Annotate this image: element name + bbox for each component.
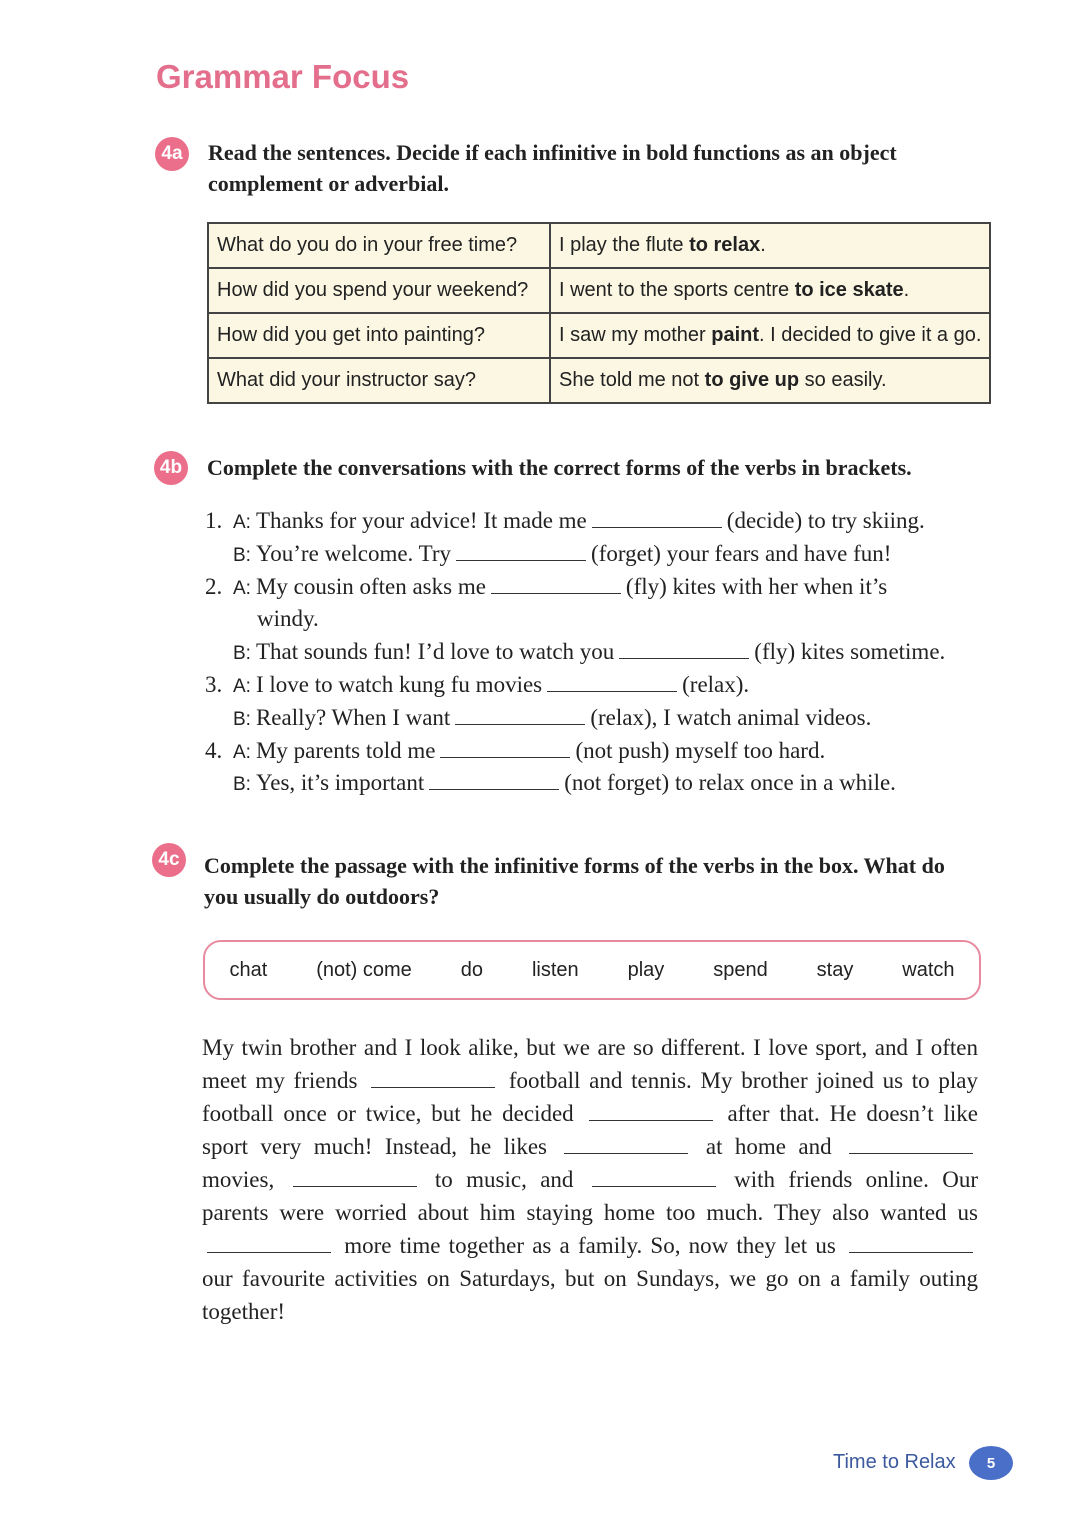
conversation-line — [205, 538, 945, 571]
line-text: You’re welcome. Try — [255, 540, 452, 566]
passage-text: football and tennis. My brother joined us to play football once or twice, but he decided — [202, 1068, 978, 1126]
answer-blank[interactable] — [592, 507, 722, 528]
answer-blank[interactable] — [849, 1232, 973, 1253]
line-text: My parents told me — [255, 737, 436, 763]
passage-text: at home and — [705, 1134, 832, 1159]
conversation-line — [205, 735, 945, 768]
conversation-line — [205, 636, 945, 669]
passage-text: with friends online. Our parents were worried about him staying home too much. They also wanted us — [202, 1167, 978, 1225]
conversation-line — [205, 669, 945, 702]
conversation-line — [205, 702, 945, 735]
speaker-label: B: — [233, 708, 251, 730]
word-option: do — [460, 958, 483, 981]
answer-blank[interactable] — [491, 573, 621, 594]
conversation-line — [205, 767, 945, 800]
line-text: Yes, it’s important — [255, 770, 425, 796]
line-text: (fly) kites with her when it’s — [625, 573, 888, 599]
speaker-label: A: — [233, 675, 251, 697]
line-text: That sounds fun! I’d love to watch you — [255, 639, 615, 665]
item-number: 1. — [205, 508, 223, 533]
conversation-line — [205, 571, 945, 604]
item-number: 2. — [205, 573, 223, 599]
line-text: (fly) kites sometime. — [754, 639, 946, 665]
answer-text: so easily. — [799, 369, 887, 391]
question-cell: What do you do in your free time? — [208, 223, 550, 268]
answer-text: I play the flute — [559, 234, 690, 256]
word-option: chat — [229, 958, 268, 981]
answer-blank[interactable] — [592, 1166, 716, 1187]
answer-text: I saw my mother — [559, 324, 712, 346]
answer-cell — [550, 268, 990, 313]
word-option: spend — [713, 958, 768, 981]
bold-infinitive: to give up — [704, 369, 800, 391]
passage-text: more time together as a family. So, now they let us — [344, 1233, 836, 1258]
conversation-line — [205, 505, 945, 538]
line-text: (not forget) to relax once in a while. — [564, 770, 896, 796]
line-text: Really? When I want — [255, 704, 451, 730]
exercise-4a-instruction: Read the sentences. Decide if each infinitive in bold functions as an object complement or adverbial. — [208, 140, 897, 196]
line-text: (forget) your fears and have fun! — [591, 540, 892, 566]
bold-infinitive: to ice skate — [794, 279, 904, 301]
line-text: (relax), I watch animal videos. — [590, 704, 872, 730]
answer-text: . — [760, 234, 766, 256]
exercise-4b-instruction: Complete the conversations with the correct forms of the verbs in brackets. — [207, 455, 912, 480]
answer-blank[interactable] — [429, 769, 559, 790]
passage-text: to music, and — [434, 1167, 574, 1192]
section-title: Grammar Focus — [156, 58, 410, 95]
answer-cell — [550, 313, 990, 358]
answer-cell — [550, 358, 990, 403]
exercise-badge-4b: 4b — [154, 451, 188, 485]
question-cell: How did you spend your weekend? — [208, 268, 550, 313]
question-cell: What did your instructor say? — [208, 358, 550, 403]
answer-text: . — [903, 279, 910, 301]
word-option: play — [627, 958, 665, 981]
answer-text: She told me not — [559, 369, 705, 391]
item-number: 4. — [205, 737, 223, 763]
question-cell: How did you get into painting? — [208, 313, 550, 358]
sentence-table — [207, 222, 991, 404]
table-row — [208, 223, 990, 268]
conversation-line — [205, 603, 945, 636]
answer-blank[interactable] — [849, 1133, 973, 1154]
line-text: Thanks for your advice! It made me — [255, 508, 587, 533]
answer-blank[interactable] — [619, 638, 749, 659]
word-option: (not) come — [316, 958, 412, 981]
passage-text: our favourite activities on Saturdays, but on Sundays, we go on a family outing together! — [202, 1266, 978, 1324]
exercise-badge-4a: 4a — [155, 137, 189, 171]
speaker-label: A: — [233, 512, 251, 533]
word-box — [203, 940, 981, 1000]
answer-blank[interactable] — [547, 671, 677, 692]
answer-blank[interactable] — [293, 1166, 417, 1187]
passage-text: My twin brother and I look alike, but we are so different. I love sport, and I often meet my friends — [202, 1035, 978, 1093]
line-text: (decide) to try skiing. — [726, 508, 925, 533]
table-row — [208, 313, 990, 358]
line-text: My cousin often asks me — [255, 573, 486, 599]
answer-blank[interactable] — [207, 1232, 331, 1253]
answer-cell — [550, 223, 990, 268]
word-option: listen — [531, 958, 579, 981]
answer-blank[interactable] — [564, 1133, 688, 1154]
table-row — [208, 358, 990, 403]
speaker-label: B: — [233, 544, 251, 566]
passage — [202, 1031, 978, 1328]
exercise-4c-instruction: Complete the passage with the infinitive forms of the verbs in the box. What do you usually do outdoors? — [204, 853, 945, 909]
passage-text: movies, — [202, 1167, 275, 1192]
answer-blank[interactable] — [371, 1067, 495, 1088]
line-text: (not push) myself too hard. — [575, 737, 826, 763]
line-text: (relax). — [682, 671, 750, 697]
bold-infinitive: paint — [711, 324, 760, 346]
conversations — [205, 505, 945, 800]
line-text: windy. — [257, 606, 319, 632]
answer-blank[interactable] — [440, 737, 570, 758]
bold-infinitive: to relax — [689, 234, 761, 256]
answer-text: I went to the sports centre — [559, 279, 795, 301]
answer-blank[interactable] — [455, 704, 585, 725]
speaker-label: A: — [233, 741, 251, 763]
word-option: stay — [816, 958, 854, 981]
answer-text: . I decided to give it a go. — [759, 324, 982, 346]
answer-blank[interactable] — [589, 1100, 713, 1121]
passage-text: after that. He doesn’t like sport very much! Instead, he likes — [202, 1101, 979, 1159]
speaker-label: A: — [233, 577, 251, 599]
page-number: 5 — [969, 1446, 1013, 1480]
answer-blank[interactable] — [456, 540, 586, 561]
exercise-badge-4c: 4c — [152, 843, 186, 877]
table-row — [208, 268, 990, 313]
unit-title: Time to Relax — [833, 1451, 956, 1473]
line-text: I love to watch kung fu movies — [255, 671, 543, 697]
item-number: 3. — [205, 671, 223, 697]
word-option: watch — [902, 958, 955, 981]
speaker-label: B: — [233, 643, 251, 665]
speaker-label: B: — [233, 774, 251, 796]
